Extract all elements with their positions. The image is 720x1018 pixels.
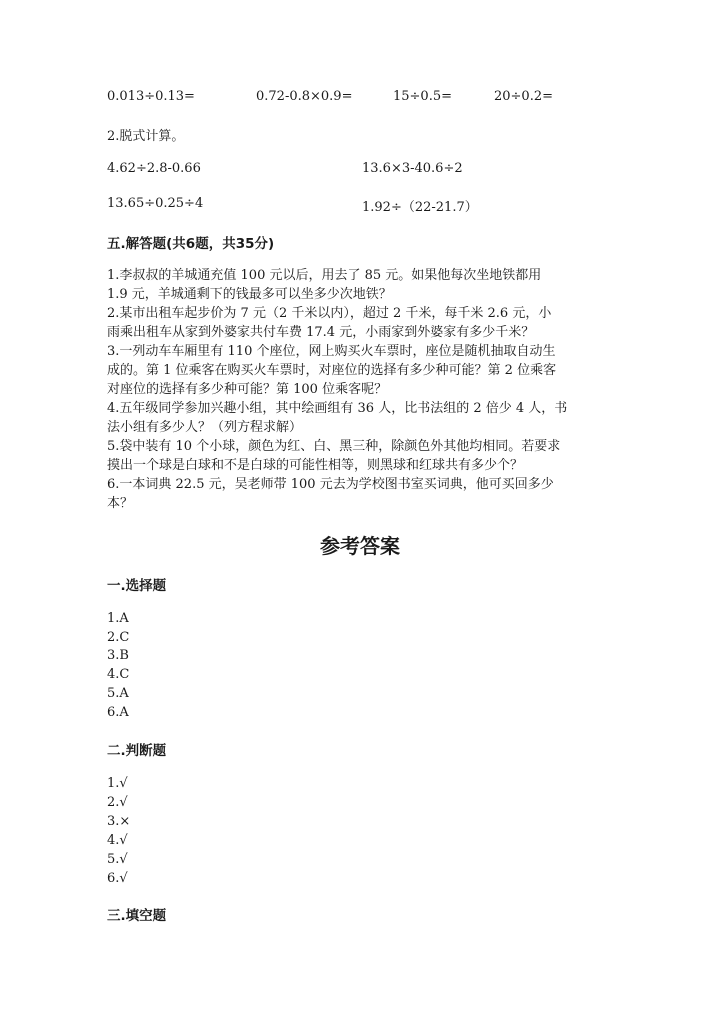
expression-2: 13.6×3-40.6÷2 [362,161,463,176]
problem-line: 本？ [107,496,134,511]
question-2-title: 2.脱式计算。 [107,129,185,144]
answer-item: 2.√ [107,795,128,810]
answer-item: 5.√ [107,852,128,867]
section-5-heading: 五.解答题(共6题，共35分) [107,236,275,252]
answer-item: 4.√ [107,833,128,848]
problem-line: 5.袋中装有 10 个小球，颜色为红、白、黑三种，除颜色外其他均相同。若要求 [107,439,561,454]
problem-line: 3.一列动车车厢里有 110 个座位，网上购买火车票时，座位是随机抽取自动生 [107,344,556,359]
answer-item: 5.A [107,686,129,701]
problem-line: 雨乘出租车从家到外婆家共付车费 17.4 元，小雨家到外婆家有多少千米？ [107,325,535,340]
answer-item: 2.C [107,630,130,645]
answer-item: 3.× [107,814,131,829]
expression-4: 1.92÷（22-21.7） [362,200,478,215]
answer-title: 参考答案 [320,534,400,558]
answer-item: 3.B [107,648,129,663]
problem-line: 1.9 元，羊城通剩下的钱最多可以坐多少次地铁？ [107,287,392,302]
problem-line: 对座位的选择有多少种可能？第 100 位乘客呢？ [107,382,388,397]
problem-line: 摸出一个球是白球和不是白球的可能性相等，则黑球和红球共有多少个？ [107,458,524,473]
answer-section-3-heading: 三.填空题 [107,908,167,924]
problem-line: 6.一本词典 22.5 元，吴老师带 100 元去为学校图书室买词典，他可买回多少 [107,477,554,492]
calc-item-1: 0.013÷0.13= [107,89,195,104]
problem-line: 1.李叔叔的羊城通充值 100 元以后，用去了 85 元。如果他每次坐地铁都用 [107,268,542,283]
problem-line: 4.五年级同学参加兴趣小组，其中绘画组有 36 人，比书法组的 2 倍少 4 人，书 [107,401,568,416]
answer-section-2-heading: 二.判断题 [107,743,167,759]
expression-1: 4.62÷2.8-0.66 [107,161,201,176]
calc-item-2: 0.72-0.8×0.9= [256,89,353,104]
answer-item: 1.√ [107,776,128,791]
answer-item: 4.C [107,667,130,682]
calc-item-4: 20÷0.2= [494,89,554,104]
problem-line: 法小组有多少人？（列方程求解） [107,420,303,435]
problem-line: 2.某市出租车起步价为 7 元（2 千米以内），超过 2 千米，每千米 2.6 元，小 [107,306,552,321]
calc-item-3: 15÷0.5= [393,89,453,104]
problem-line: 成的。第 1 位乘客在购买火车票时，对座位的选择有多少种可能？第 2 位乘客 [107,363,557,378]
answer-item: 1.A [107,611,129,626]
answer-section-1-heading: 一.选择题 [107,578,167,594]
answer-item: 6.A [107,705,129,720]
expression-3: 13.65÷0.25÷4 [107,196,204,211]
answer-item: 6.√ [107,871,128,886]
